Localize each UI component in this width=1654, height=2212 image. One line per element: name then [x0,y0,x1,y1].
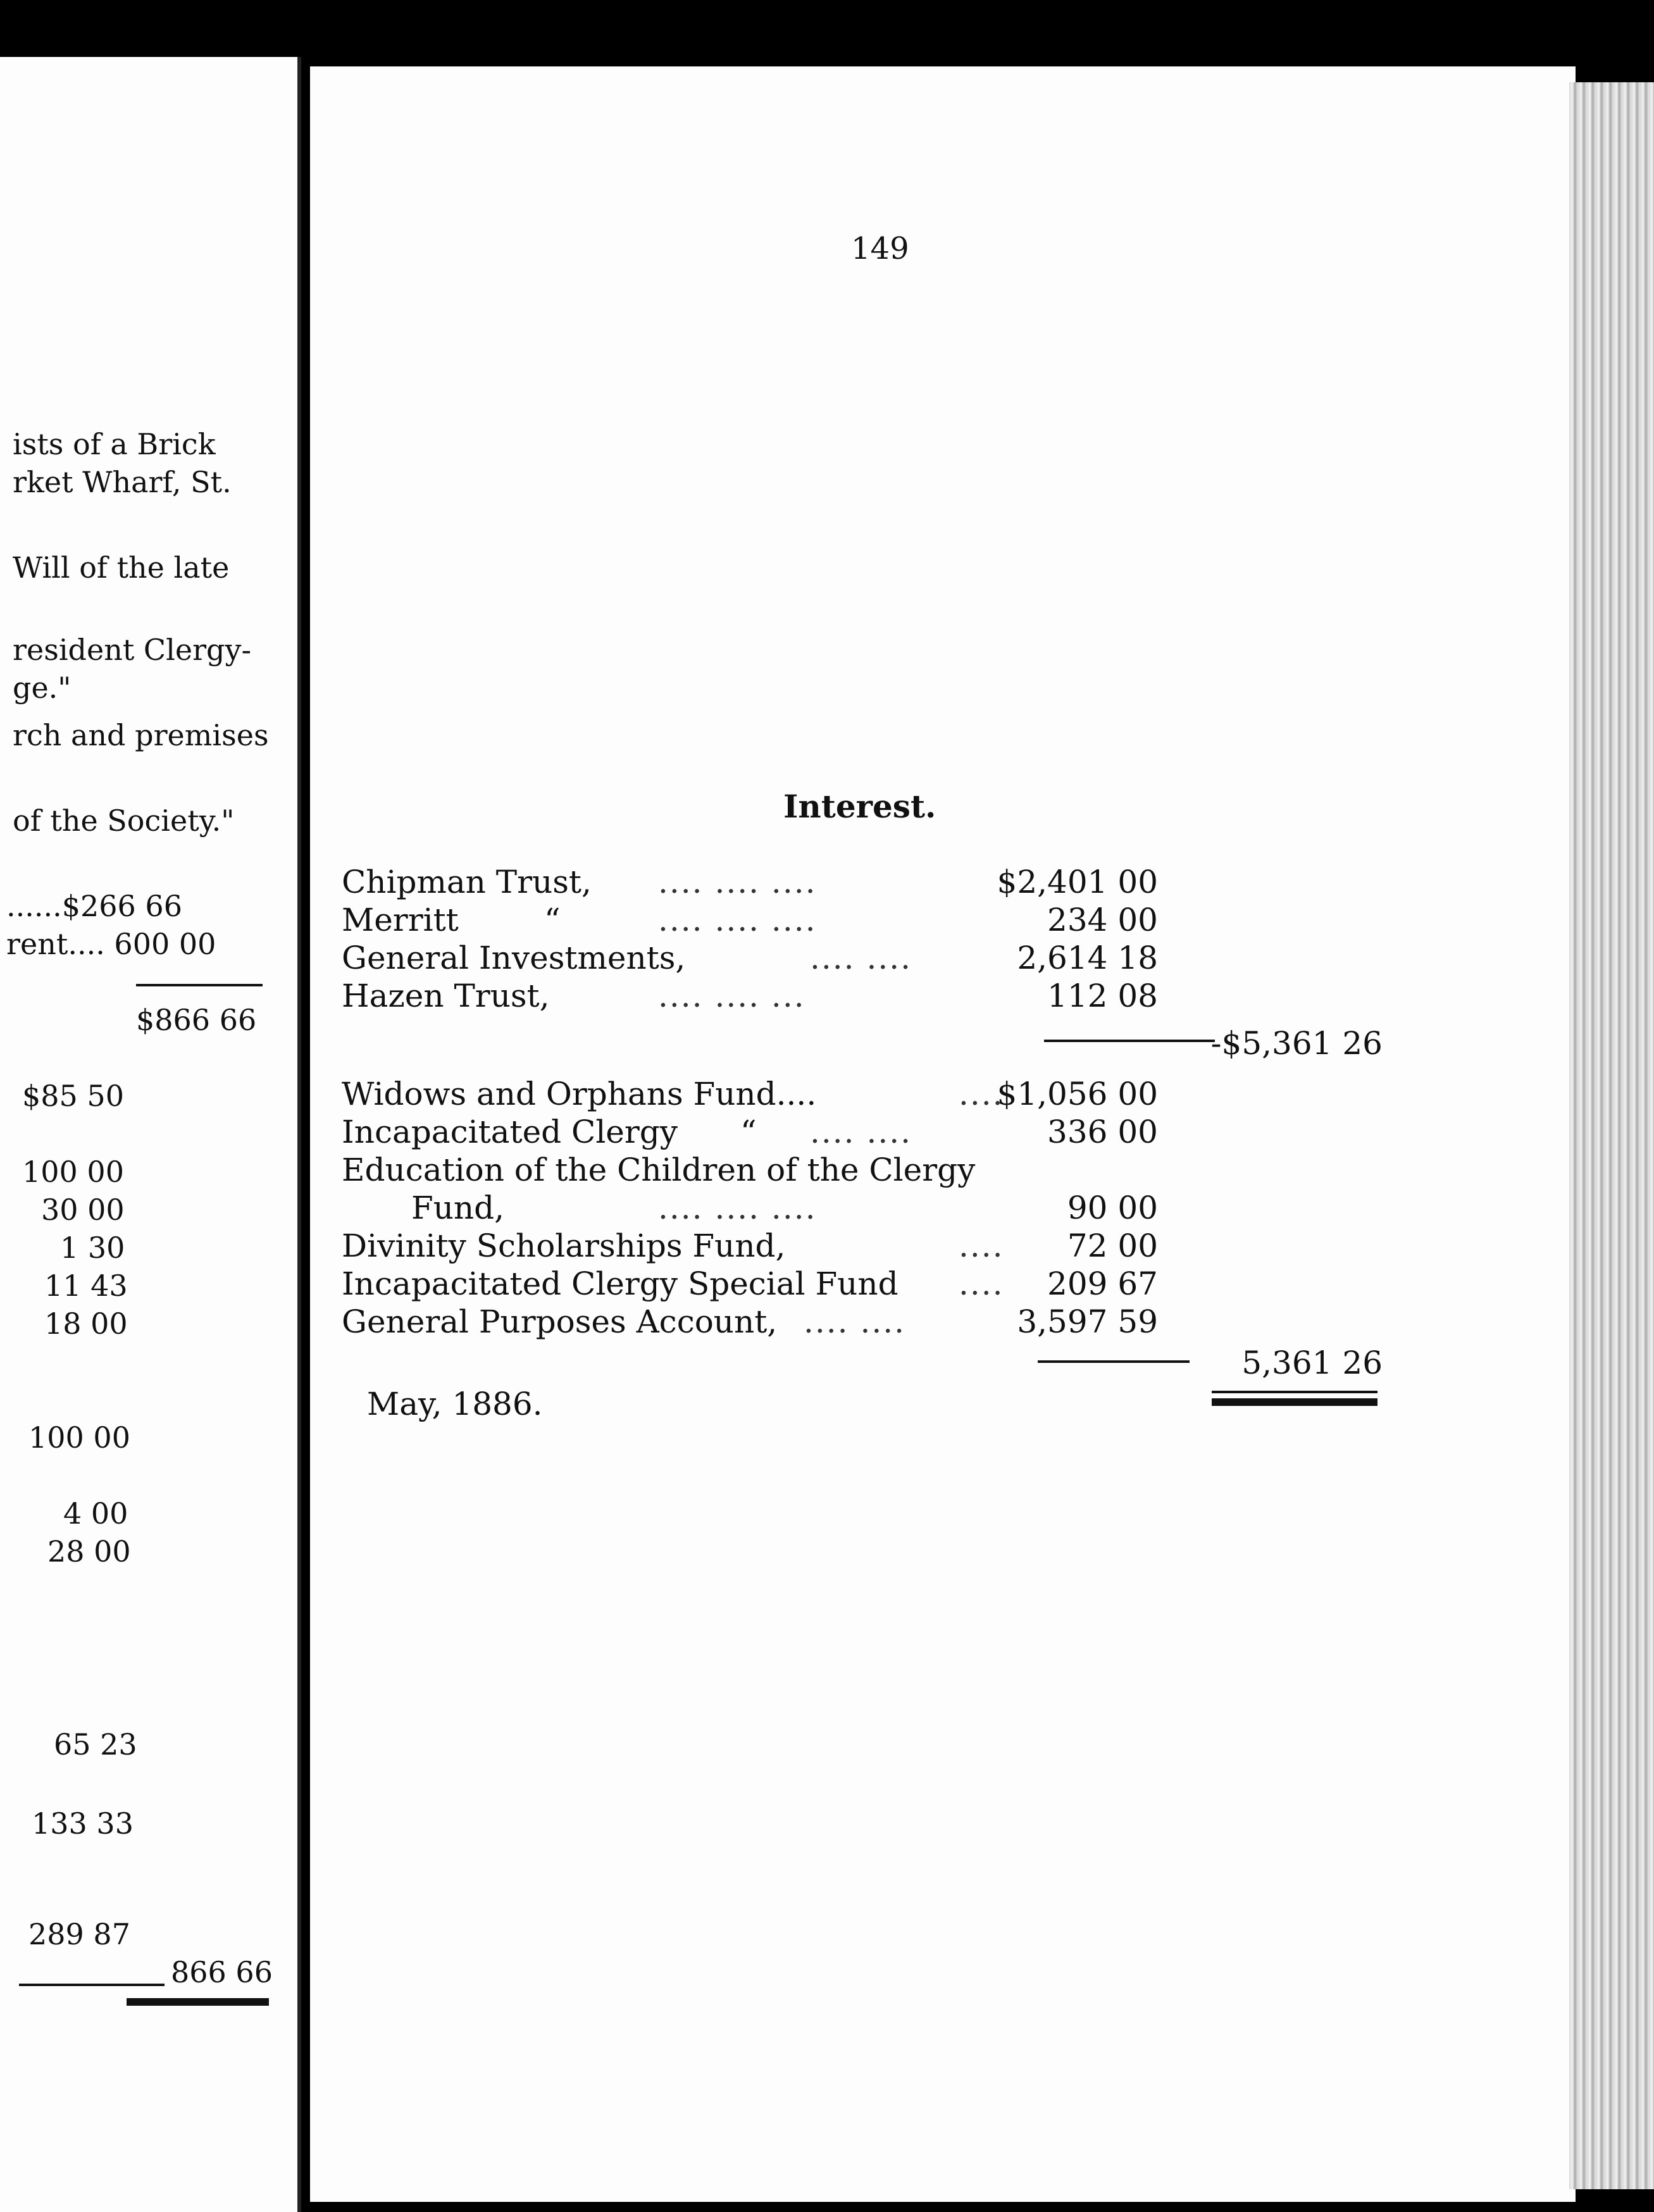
row-leader: .... .... [810,940,912,976]
row-leader: .... [959,1076,1004,1112]
ledger-row [0,1025,1654,1064]
row-amount: 3,597 59 [1017,1303,1158,1340]
left-text-line: rent.... 600 00 [6,927,216,961]
left-text-line: of the Society." [13,804,235,838]
left-text-line: 18 00 [44,1307,128,1341]
row-amount: $1,056 00 [997,1076,1158,1112]
left-text-line: 28 00 [47,1534,131,1569]
ledger-row [0,902,1654,941]
row-label: Education of the Children of the Clergy [342,1152,976,1188]
row-leader: .... .... .... [658,902,817,938]
group-total: 5,361 26 [1241,1345,1383,1381]
row-amount: 209 67 [1047,1265,1158,1302]
ledger-row [0,1345,1654,1384]
left-rule [19,1984,165,1986]
left-text-line: 30 00 [41,1193,125,1227]
left-text-line: ......$266 66 [6,889,182,923]
left-text-line: 65 23 [54,1727,137,1762]
row-leader: .... .... [810,1114,912,1150]
left-text-line: 4 00 [63,1496,128,1531]
row-leader: .... .... ... [658,978,805,1014]
ledger-row [0,1114,1654,1153]
row-amount: 112 08 [1047,978,1158,1014]
page-number: 149 [851,231,909,266]
left-double-rule [127,1998,269,2006]
left-text-line: rch and premises [13,718,269,752]
row-leader: .... .... .... [658,1190,817,1226]
ledger-row [0,978,1654,1017]
left-text-line: $866 66 [136,1003,257,1037]
row-label: Incapacitated Clergy Special Fund [342,1265,899,1302]
left-text-line: 1 30 [60,1231,125,1265]
row-label: Incapacitated Clergy [342,1114,678,1150]
row-amount: 234 00 [1047,902,1158,938]
left-text-line: rket Wharf, St. [13,465,232,499]
ledger-row [0,1227,1654,1267]
row-amount: 72 00 [1067,1227,1158,1264]
section-title: Interest. [783,788,936,825]
ledger-row [0,1303,1654,1343]
row-leader: .... .... [804,1303,906,1340]
ledger-row [0,1076,1654,1115]
ledger-row [0,940,1654,979]
total-double-rule-bottom [1212,1398,1377,1406]
left-text-line: ge." [13,671,72,705]
row-label: Widows and Orphans Fund.... [342,1076,817,1112]
row-label: Divinity Scholarships Fund, [342,1227,786,1264]
row-amount: 336 00 [1047,1114,1158,1150]
row-label: Merritt [342,902,459,938]
row-ditto: “ [544,902,561,938]
left-text-line: 866 66 [171,1955,273,1989]
ledger-row [0,1190,1654,1229]
row-leader: .... [959,1265,1004,1302]
group-total: -$5,361 26 [1210,1025,1383,1062]
row-label: Fund, [411,1190,504,1226]
left-text-line: 100 00 [28,1420,130,1455]
date-line: May, 1886. [367,1386,543,1422]
left-text-line: 133 33 [32,1806,134,1841]
row-leader: .... [959,1227,1004,1264]
ledger-row [0,1265,1654,1305]
row-label: Chipman Trust, [342,864,592,900]
row-label: General Purposes Account, [342,1303,778,1340]
row-amount: 90 00 [1067,1190,1158,1226]
ledger-row [0,1152,1654,1191]
row-label: General Investments, [342,940,686,976]
row-ditto: “ [740,1114,757,1150]
total-double-rule-top [1212,1391,1377,1393]
left-text-line: $85 50 [22,1079,124,1113]
row-label: Hazen Trust, [342,978,550,1014]
left-text-line: 11 43 [44,1269,128,1303]
row-amount: $2,401 00 [997,864,1158,900]
row-amount: 2,614 18 [1017,940,1158,976]
row-leader: .... .... .... [658,864,817,900]
left-text-line: Will of the late [13,550,230,585]
ledger-row [0,864,1654,903]
left-text-line: 100 00 [22,1155,124,1189]
left-text-line: resident Clergy- [13,633,252,667]
left-text-line: ists of a Brick [13,427,216,461]
left-text-line: 289 87 [28,1917,130,1951]
